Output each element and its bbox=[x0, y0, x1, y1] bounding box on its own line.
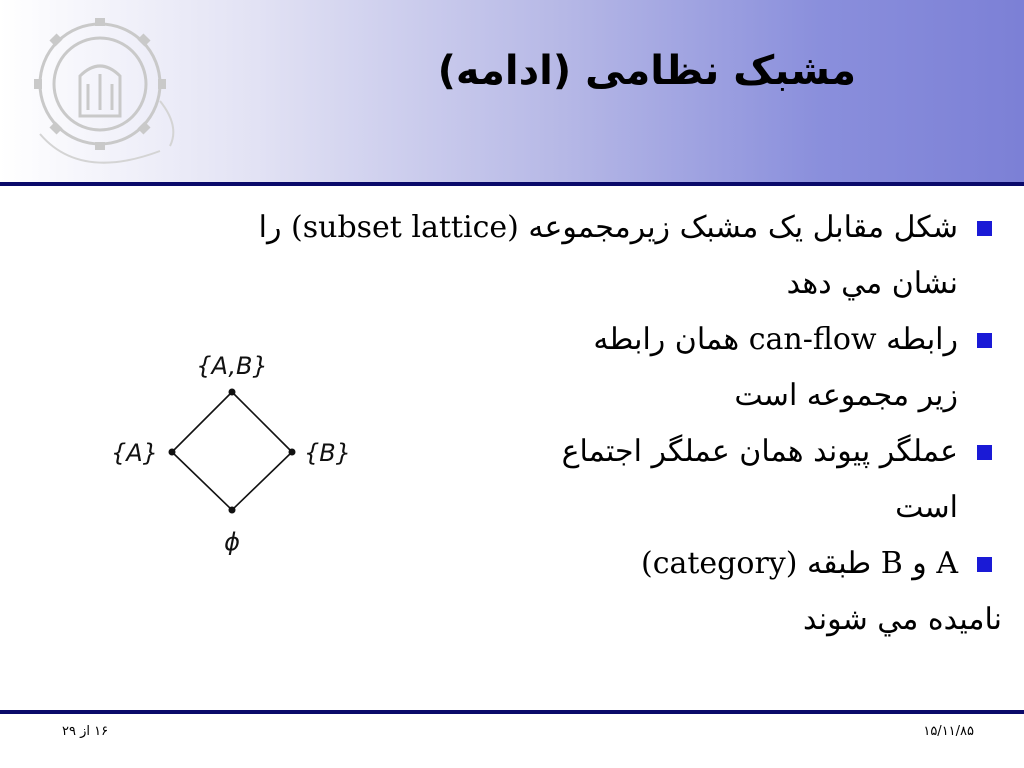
slide-date: ۱۵/۱۱/۸۵ bbox=[923, 724, 974, 739]
label-left: {A} bbox=[111, 439, 158, 467]
bullet-line: نشان مي دهد bbox=[786, 266, 958, 301]
bullet-marker bbox=[977, 333, 992, 348]
label-right: {B} bbox=[304, 439, 352, 467]
bullet-marker bbox=[977, 557, 992, 572]
bullet-line: زير مجموعه است bbox=[734, 378, 958, 413]
slide-title: مشبک نظامی (ادامه) bbox=[437, 48, 856, 94]
bullet-marker bbox=[977, 445, 992, 460]
header-divider bbox=[0, 182, 1024, 186]
bullet-item bbox=[72, 200, 992, 312]
bullet-marker bbox=[977, 221, 992, 236]
page-number: ۱۶ از ۲۹ bbox=[62, 724, 109, 739]
header-banner bbox=[0, 0, 1024, 182]
footer-divider bbox=[0, 710, 1024, 714]
label-top: {A,B} bbox=[196, 352, 268, 380]
label-bottom: ϕ bbox=[224, 528, 240, 556]
bullet-line: A و B طبقه (category) bbox=[640, 546, 958, 581]
bullet-line: رابطه can-flow همان رابطه bbox=[593, 322, 958, 357]
bullet-item bbox=[72, 312, 992, 424]
bullet-line: ناميده مي شوند bbox=[803, 602, 1002, 637]
bullet-item bbox=[72, 424, 992, 536]
bullet-item bbox=[72, 536, 1002, 648]
bullet-line: است bbox=[895, 490, 958, 525]
bullet-list bbox=[72, 200, 1002, 648]
bullet-line: عملگر پيوند همان عملگر اجتماع bbox=[561, 434, 958, 469]
sharif-university-logo bbox=[10, 6, 206, 182]
bullet-line: شکل مقابل یک مشبک زیرمجموعه (subset lattice) را bbox=[258, 210, 958, 245]
